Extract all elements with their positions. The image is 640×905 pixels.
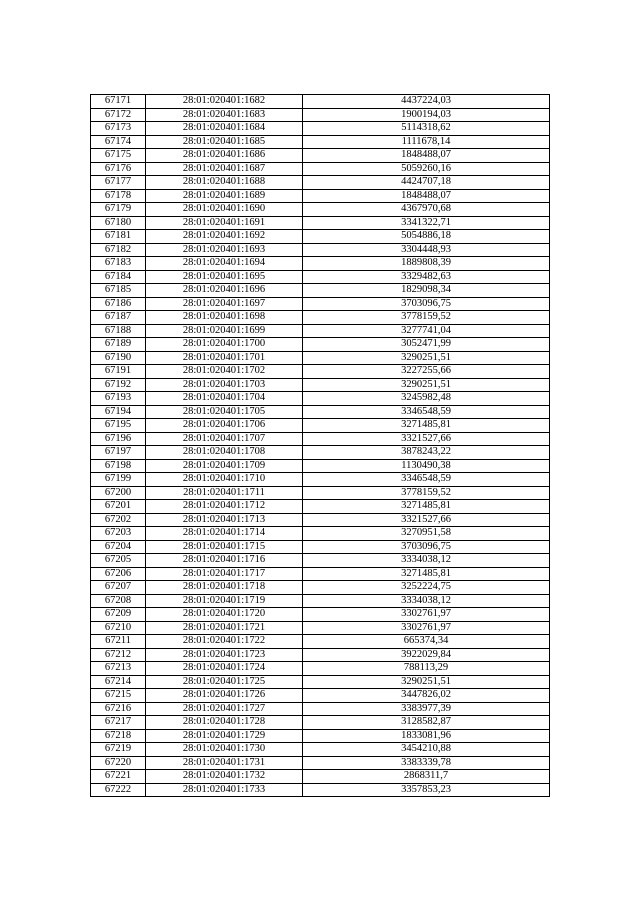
table-row [91, 338, 550, 352]
cadastral-value-cell: 3321527,66 [303, 513, 550, 527]
cadastral-number-cell: 28:01:020401:1686 [146, 149, 303, 163]
cadastral-number-cell: 28:01:020401:1732 [146, 770, 303, 784]
cadastral-value-cell: 1889808,39 [303, 257, 550, 271]
cadastral-value-cell: 3778159,52 [303, 311, 550, 325]
cadastral-value-cell: 1111678,14 [303, 135, 550, 149]
cadastral-number-cell: 28:01:020401:1693 [146, 243, 303, 257]
cadastral-value-cell: 3302761,97 [303, 608, 550, 622]
cadastral-number-cell: 28:01:020401:1682 [146, 95, 303, 109]
cadastral-value-cell: 3052471,99 [303, 338, 550, 352]
cadastral-value-cell: 3334038,12 [303, 594, 550, 608]
cadastral-number-cell: 28:01:020401:1684 [146, 122, 303, 136]
row-number-cell: 67211 [91, 635, 146, 649]
table-row [91, 432, 550, 446]
row-number-cell: 67194 [91, 405, 146, 419]
cadastral-value-cell: 3302761,97 [303, 621, 550, 635]
cadastral-number-cell: 28:01:020401:1704 [146, 392, 303, 406]
row-number-cell: 67206 [91, 567, 146, 581]
table-row [91, 108, 550, 122]
cadastral-value-cell: 3922029,84 [303, 648, 550, 662]
table-row [91, 621, 550, 635]
table-row [91, 675, 550, 689]
row-number-cell: 67189 [91, 338, 146, 352]
table-row [91, 311, 550, 325]
table-row [91, 162, 550, 176]
cadastral-value-cell: 3778159,52 [303, 486, 550, 500]
cadastral-number-cell: 28:01:020401:1694 [146, 257, 303, 271]
cadastral-number-cell: 28:01:020401:1692 [146, 230, 303, 244]
row-number-cell: 67195 [91, 419, 146, 433]
row-number-cell: 67198 [91, 459, 146, 473]
cadastral-number-cell: 28:01:020401:1715 [146, 540, 303, 554]
table-row [91, 473, 550, 487]
table-row [91, 540, 550, 554]
row-number-cell: 67183 [91, 257, 146, 271]
cadastral-number-cell: 28:01:020401:1689 [146, 189, 303, 203]
cadastral-value-cell: 3271485,81 [303, 567, 550, 581]
cadastral-value-cell: 3454210,88 [303, 743, 550, 757]
table-row [91, 257, 550, 271]
table-row [91, 743, 550, 757]
cadastral-number-cell: 28:01:020401:1690 [146, 203, 303, 217]
cadastral-value-cell: 1900194,03 [303, 108, 550, 122]
cadastral-number-cell: 28:01:020401:1730 [146, 743, 303, 757]
cadastral-number-cell: 28:01:020401:1727 [146, 702, 303, 716]
cadastral-number-cell: 28:01:020401:1719 [146, 594, 303, 608]
cadastral-value-cell: 3271485,81 [303, 500, 550, 514]
cadastral-value-cell: 3227255,66 [303, 365, 550, 379]
table-row [91, 243, 550, 257]
cadastral-number-cell: 28:01:020401:1705 [146, 405, 303, 419]
row-number-cell: 67192 [91, 378, 146, 392]
cadastral-value-cell: 1829098,34 [303, 284, 550, 298]
cadastral-value-cell: 3128582,87 [303, 716, 550, 730]
row-number-cell: 67177 [91, 176, 146, 190]
cadastral-number-cell: 28:01:020401:1728 [146, 716, 303, 730]
table-row [91, 324, 550, 338]
row-number-cell: 67191 [91, 365, 146, 379]
table-row [91, 446, 550, 460]
cadastral-number-cell: 28:01:020401:1710 [146, 473, 303, 487]
table-row [91, 783, 550, 797]
cadastral-number-cell: 28:01:020401:1729 [146, 729, 303, 743]
cadastral-number-cell: 28:01:020401:1685 [146, 135, 303, 149]
cadastral-value-cell: 3703096,75 [303, 297, 550, 311]
cadastral-number-cell: 28:01:020401:1687 [146, 162, 303, 176]
row-number-cell: 67221 [91, 770, 146, 784]
cadastral-number-cell: 28:01:020401:1718 [146, 581, 303, 595]
row-number-cell: 67218 [91, 729, 146, 743]
row-number-cell: 67203 [91, 527, 146, 541]
cadastral-value-cell: 1848488,07 [303, 149, 550, 163]
cadastral-number-cell: 28:01:020401:1691 [146, 216, 303, 230]
cadastral-number-cell: 28:01:020401:1702 [146, 365, 303, 379]
table-row [91, 756, 550, 770]
table-row [91, 216, 550, 230]
cadastral-number-cell: 28:01:020401:1725 [146, 675, 303, 689]
cadastral-number-cell: 28:01:020401:1731 [146, 756, 303, 770]
row-number-cell: 67174 [91, 135, 146, 149]
table-row [91, 702, 550, 716]
cadastral-value-cell: 665374,34 [303, 635, 550, 649]
cadastral-number-cell: 28:01:020401:1695 [146, 270, 303, 284]
table-row [91, 635, 550, 649]
cadastral-value-cell: 3277741,04 [303, 324, 550, 338]
table-row [91, 608, 550, 622]
cadastral-number-cell: 28:01:020401:1720 [146, 608, 303, 622]
cadastral-number-cell: 28:01:020401:1698 [146, 311, 303, 325]
cadastral-number-cell: 28:01:020401:1707 [146, 432, 303, 446]
cadastral-value-cell: 3270951,58 [303, 527, 550, 541]
row-number-cell: 67176 [91, 162, 146, 176]
table-row [91, 486, 550, 500]
cadastral-number-cell: 28:01:020401:1706 [146, 419, 303, 433]
row-number-cell: 67178 [91, 189, 146, 203]
cadastral-number-cell: 28:01:020401:1709 [146, 459, 303, 473]
row-number-cell: 67214 [91, 675, 146, 689]
table-row [91, 149, 550, 163]
row-number-cell: 67188 [91, 324, 146, 338]
cadastral-number-cell: 28:01:020401:1697 [146, 297, 303, 311]
table-row [91, 770, 550, 784]
row-number-cell: 67219 [91, 743, 146, 757]
row-number-cell: 67190 [91, 351, 146, 365]
cadastral-value-cell: 3290251,51 [303, 351, 550, 365]
row-number-cell: 67201 [91, 500, 146, 514]
table-row [91, 527, 550, 541]
table-row [91, 594, 550, 608]
row-number-cell: 67200 [91, 486, 146, 500]
cadastral-value-cell: 5114318,62 [303, 122, 550, 136]
cadastral-value-cell: 3878243,22 [303, 446, 550, 460]
cadastral-number-cell: 28:01:020401:1726 [146, 689, 303, 703]
cadastral-value-cell: 3304448,93 [303, 243, 550, 257]
row-number-cell: 67217 [91, 716, 146, 730]
cadastral-number-cell: 28:01:020401:1724 [146, 662, 303, 676]
table-row [91, 378, 550, 392]
row-number-cell: 67173 [91, 122, 146, 136]
row-number-cell: 67209 [91, 608, 146, 622]
cadastral-value-cell: 3346548,59 [303, 405, 550, 419]
cadastral-number-cell: 28:01:020401:1712 [146, 500, 303, 514]
table-row [91, 729, 550, 743]
cadastral-value-cell: 1130490,38 [303, 459, 550, 473]
cadastral-number-cell: 28:01:020401:1688 [146, 176, 303, 190]
cadastral-number-cell: 28:01:020401:1733 [146, 783, 303, 797]
row-number-cell: 67172 [91, 108, 146, 122]
row-number-cell: 67193 [91, 392, 146, 406]
table-row [91, 716, 550, 730]
table-row [91, 351, 550, 365]
cadastral-number-cell: 28:01:020401:1696 [146, 284, 303, 298]
cadastral-number-cell: 28:01:020401:1703 [146, 378, 303, 392]
table-row [91, 689, 550, 703]
row-number-cell: 67207 [91, 581, 146, 595]
cadastral-number-cell: 28:01:020401:1722 [146, 635, 303, 649]
table-row [91, 419, 550, 433]
cadastral-value-cell: 3346548,59 [303, 473, 550, 487]
table-row [91, 581, 550, 595]
row-number-cell: 67205 [91, 554, 146, 568]
table-row [91, 513, 550, 527]
table-row [91, 459, 550, 473]
table-row [91, 122, 550, 136]
row-number-cell: 67204 [91, 540, 146, 554]
row-number-cell: 67187 [91, 311, 146, 325]
row-number-cell: 67186 [91, 297, 146, 311]
row-number-cell: 67175 [91, 149, 146, 163]
cadastral-value-cell: 3321527,66 [303, 432, 550, 446]
cadastral-value-cell: 3329482,63 [303, 270, 550, 284]
row-number-cell: 67208 [91, 594, 146, 608]
table-row [91, 365, 550, 379]
cadastral-value-cell: 2868311,7 [303, 770, 550, 784]
cadastral-value-cell: 3703096,75 [303, 540, 550, 554]
cadastral-value-cell: 5054886,18 [303, 230, 550, 244]
table-row [91, 203, 550, 217]
row-number-cell: 67210 [91, 621, 146, 635]
table-row [91, 230, 550, 244]
table-row [91, 189, 550, 203]
cadastral-value-cell: 1833081,96 [303, 729, 550, 743]
cadastral-value-cell: 3357853,23 [303, 783, 550, 797]
cadastral-value-cell: 1848488,07 [303, 189, 550, 203]
table-row [91, 270, 550, 284]
cadastral-number-cell: 28:01:020401:1717 [146, 567, 303, 581]
row-number-cell: 67171 [91, 95, 146, 109]
row-number-cell: 67212 [91, 648, 146, 662]
cadastral-value-cell: 3245982,48 [303, 392, 550, 406]
row-number-cell: 67197 [91, 446, 146, 460]
row-number-cell: 67180 [91, 216, 146, 230]
row-number-cell: 67199 [91, 473, 146, 487]
row-number-cell: 67179 [91, 203, 146, 217]
row-number-cell: 67185 [91, 284, 146, 298]
cadastral-number-cell: 28:01:020401:1708 [146, 446, 303, 460]
row-number-cell: 67196 [91, 432, 146, 446]
table-row [91, 567, 550, 581]
cadastral-value-cell: 4424707,18 [303, 176, 550, 190]
table-row [91, 297, 550, 311]
cadastral-value-cell: 3383339,78 [303, 756, 550, 770]
cadastral-number-cell: 28:01:020401:1711 [146, 486, 303, 500]
cadastral-number-cell: 28:01:020401:1714 [146, 527, 303, 541]
table-row [91, 392, 550, 406]
table-row [91, 176, 550, 190]
table-row [91, 648, 550, 662]
row-number-cell: 67213 [91, 662, 146, 676]
table-body [91, 95, 550, 797]
cadastral-value-cell: 3334038,12 [303, 554, 550, 568]
row-number-cell: 67202 [91, 513, 146, 527]
row-number-cell: 67222 [91, 783, 146, 797]
table-row [91, 405, 550, 419]
table-row [91, 500, 550, 514]
cadastral-value-cell: 3290251,51 [303, 378, 550, 392]
cadastral-number-cell: 28:01:020401:1700 [146, 338, 303, 352]
cadastral-value-cell: 3383977,39 [303, 702, 550, 716]
cadastral-value-cell: 788113,29 [303, 662, 550, 676]
cadastral-value-cell: 3252224,75 [303, 581, 550, 595]
table-row [91, 95, 550, 109]
cadastral-value-table [90, 94, 550, 797]
cadastral-value-cell: 3447826,02 [303, 689, 550, 703]
row-number-cell: 67216 [91, 702, 146, 716]
cadastral-value-cell: 3341322,71 [303, 216, 550, 230]
cadastral-value-cell: 3290251,51 [303, 675, 550, 689]
row-number-cell: 67215 [91, 689, 146, 703]
cadastral-number-cell: 28:01:020401:1701 [146, 351, 303, 365]
cadastral-number-cell: 28:01:020401:1699 [146, 324, 303, 338]
table-row [91, 135, 550, 149]
row-number-cell: 67184 [91, 270, 146, 284]
table-row [91, 662, 550, 676]
cadastral-number-cell: 28:01:020401:1716 [146, 554, 303, 568]
cadastral-value-cell: 4367970,68 [303, 203, 550, 217]
row-number-cell: 67182 [91, 243, 146, 257]
row-number-cell: 67220 [91, 756, 146, 770]
cadastral-number-cell: 28:01:020401:1683 [146, 108, 303, 122]
cadastral-value-cell: 3271485,81 [303, 419, 550, 433]
cadastral-number-cell: 28:01:020401:1721 [146, 621, 303, 635]
table-row [91, 284, 550, 298]
cadastral-number-cell: 28:01:020401:1713 [146, 513, 303, 527]
cadastral-value-cell: 5059260,16 [303, 162, 550, 176]
row-number-cell: 67181 [91, 230, 146, 244]
cadastral-value-cell: 4437224,03 [303, 95, 550, 109]
cadastral-number-cell: 28:01:020401:1723 [146, 648, 303, 662]
table-row [91, 554, 550, 568]
